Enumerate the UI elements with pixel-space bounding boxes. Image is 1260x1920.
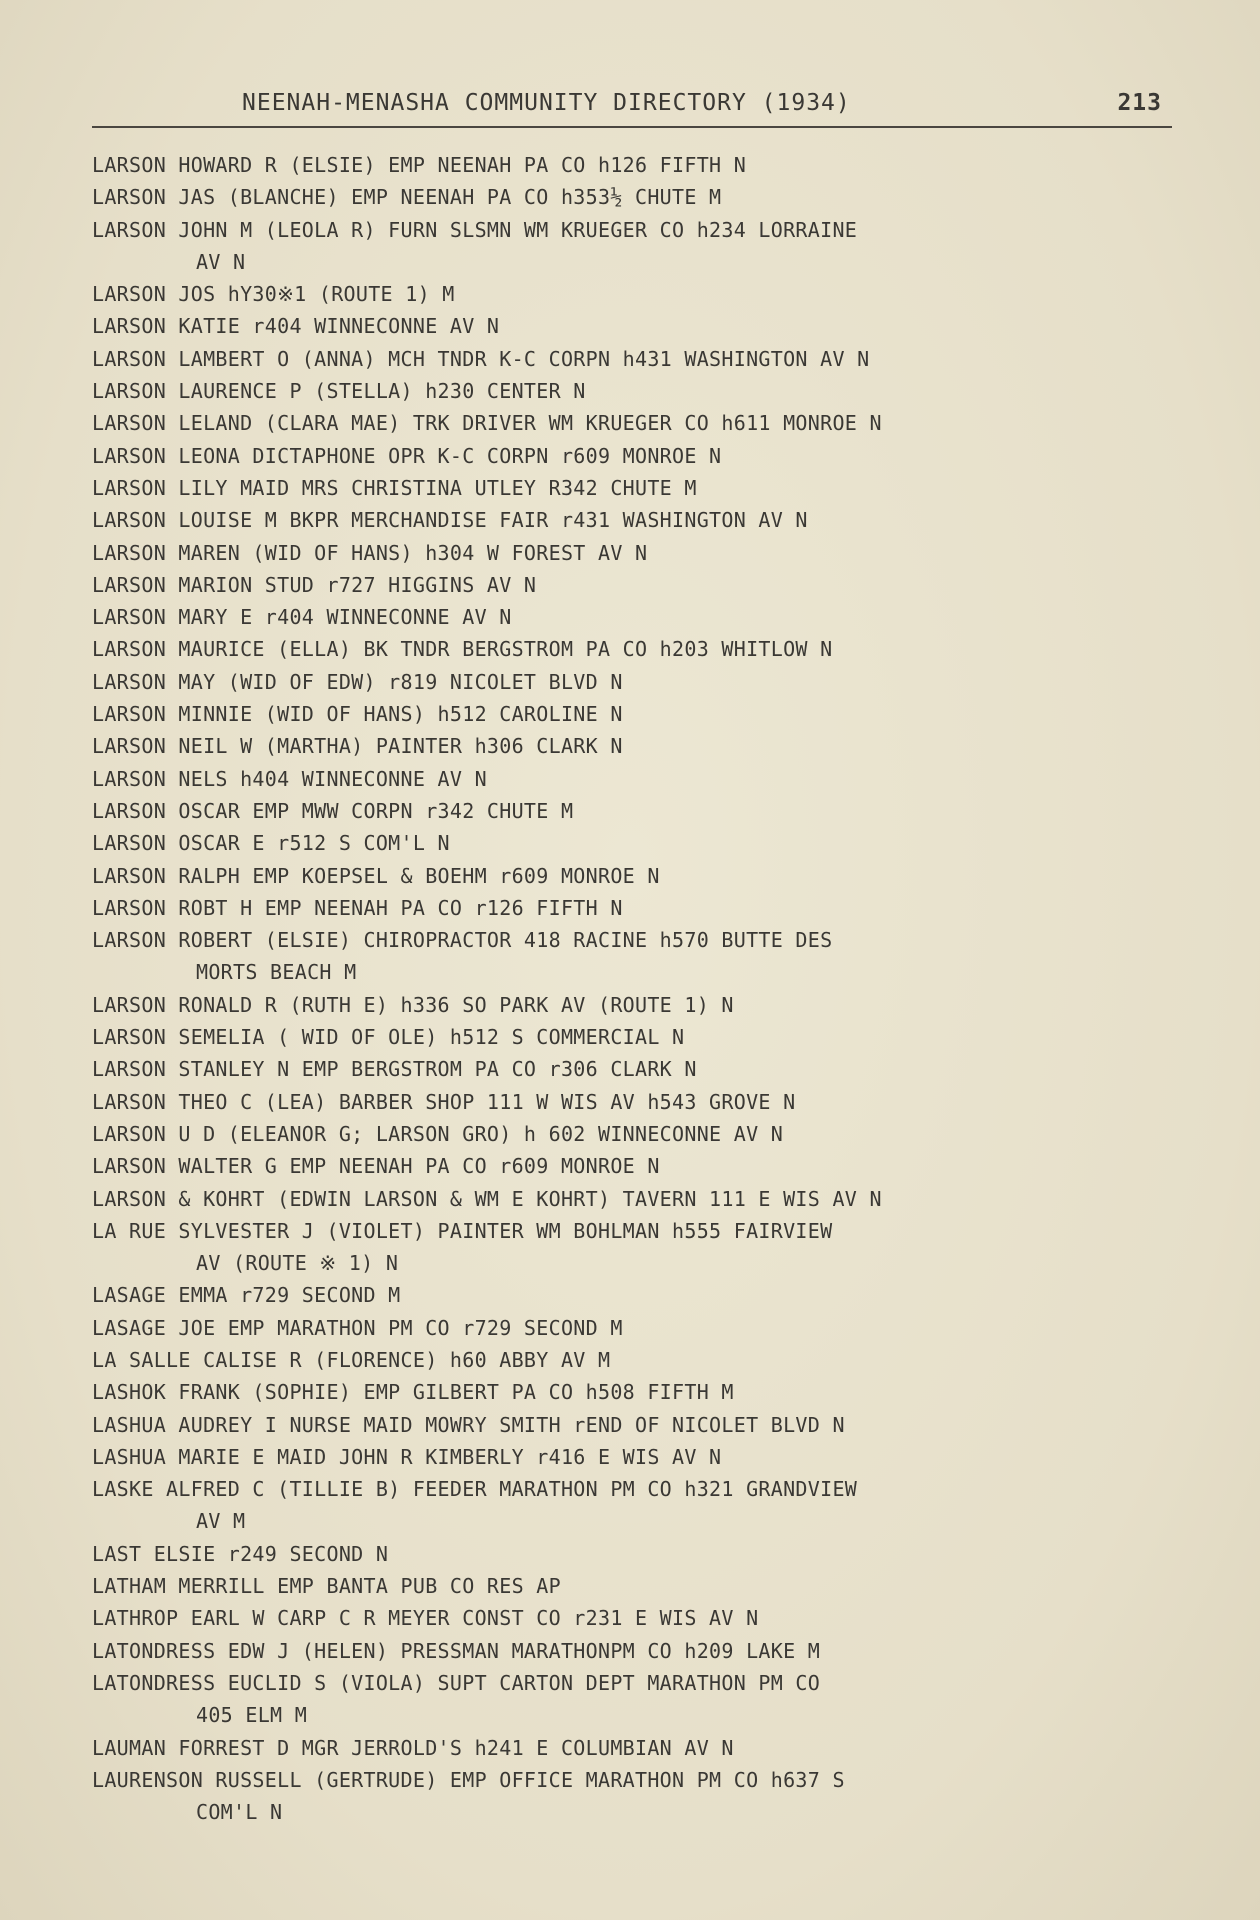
directory-entry: LARSON LOUISE M BKPR MERCHANDISE FAIR r431 WASHINGTON AV N	[92, 508, 808, 533]
directory-entry-continuation: MORTS BEACH M	[196, 960, 357, 985]
directory-entry: LAURENSON RUSSELL (GERTRUDE) EMP OFFICE MARATHON PM CO h637 S	[92, 1767, 845, 1792]
directory-entry: LAST ELSIE r249 SECOND N	[92, 1541, 389, 1566]
directory-entry: LARSON U D (ELEANOR G; LARSON GRO) h 602 WINNECONNE AV N	[92, 1121, 784, 1146]
directory-entry: LASKE ALFRED C (TILLIE B) FEEDER MARATHON PM CO h321 GRANDVIEW	[92, 1477, 858, 1502]
directory-entry: LATHROP EARL W CARP C R MEYER CONST CO r231 E WIS AV N	[92, 1606, 759, 1631]
directory-entry: LARSON MARION STUD r727 HIGGINS AV N	[92, 572, 537, 597]
directory-entry: LA SALLE CALISE R (FLORENCE) h60 ABBY AV M	[92, 1347, 611, 1372]
directory-entry: LARSON ROBT H EMP NEENAH PA CO r126 FIFTH N	[92, 895, 623, 920]
directory-entry: LASHOK FRANK (SOPHIE) EMP GILBERT PA CO h508 FIFTH M	[92, 1380, 734, 1405]
directory-entry: LARSON MAY (WID OF EDW) r819 NICOLET BLVD N	[92, 669, 623, 694]
directory-entry: LARSON HOWARD R (ELSIE) EMP NEENAH PA CO h126 FIFTH N	[92, 153, 747, 177]
directory-entry: LARSON JOS hY30※1 (ROUTE 1) M	[92, 282, 455, 307]
directory-entry: LASAGE JOE EMP MARATHON PM CO r729 SECOND M	[92, 1315, 623, 1340]
directory-entry-continuation: AV M	[196, 1509, 246, 1534]
directory-entry: LARSON MAREN (WID OF HANS) h304 W FOREST AV N	[92, 540, 648, 565]
directory-entry: LASHUA MARIE E MAID JOHN R KIMBERLY r416 E WIS AV N	[92, 1444, 722, 1469]
directory-entry: LARSON NELS h404 WINNECONNE AV N	[92, 766, 487, 791]
directory-entry: LARSON KATIE r404 WINNECONNE AV N	[92, 314, 500, 339]
directory-entry: LARSON ROBERT (ELSIE) CHIROPRACTOR 418 RACINE h570 BUTTE DES	[92, 928, 833, 953]
directory-entry-continuation: 405 ELM M	[196, 1703, 308, 1728]
directory-entry: LARSON RONALD R (RUTH E) h336 SO PARK AV (ROUTE 1) N	[92, 992, 734, 1017]
directory-entry-continuation: AV N	[196, 249, 246, 274]
directory-entry: LARSON RALPH EMP KOEPSEL & BOEHM r609 MONROE N	[92, 863, 660, 888]
page-number: 213	[1117, 90, 1162, 116]
directory-entry: LARSON LAURENCE P (STELLA) h230 CENTER N	[92, 379, 586, 404]
directory-entry: LATHAM MERRILL EMP BANTA PUB CO RES AP	[92, 1574, 561, 1599]
directory-entry: LARSON LEONA DICTAPHONE OPR K-C CORPN r609 MONROE N	[92, 443, 722, 468]
directory-entry: LARSON & KOHRT (EDWIN LARSON & WM E KOHRT) TAVERN 111 E WIS AV N	[92, 1186, 882, 1211]
directory-entry: LARSON MARY E r404 WINNECONNE AV N	[92, 605, 512, 630]
directory-entry: LARSON STANLEY N EMP BERGSTROM PA CO r306 CLARK N	[92, 1057, 697, 1082]
directory-entry: LARSON OSCAR E r512 S COM'L N	[92, 831, 450, 856]
directory-entry: LAUMAN FORREST D MGR JERROLD'S h241 E COLUMBIAN AV N	[92, 1735, 734, 1760]
directory-entry: LARSON JOHN M (LEOLA R) FURN SLSMN WM KRUEGER CO h234 LORRAINE	[92, 217, 858, 242]
directory-entry: LARSON LELAND (CLARA MAE) TRK DRIVER WM KRUEGER CO h611 MONROE N	[92, 411, 882, 436]
directory-entry: LARSON MAURICE (ELLA) BK TNDR BERGSTROM PA CO h203 WHITLOW N	[92, 637, 833, 662]
directory-entry: LARSON MINNIE (WID OF HANS) h512 CAROLINE N	[92, 702, 623, 727]
directory-entries	[92, 149, 1212, 1828]
directory-entry: LARSON NEIL W (MARTHA) PAINTER h306 CLARK N	[92, 734, 623, 759]
directory-entry-continuation: AV (ROUTE ※ 1) N	[196, 1251, 399, 1276]
directory-entry: LARSON LILY MAID MRS CHRISTINA UTLEY R342 CHUTE M	[92, 475, 697, 500]
directory-entry: LARSON WALTER G EMP NEENAH PA CO r609 MONROE N	[92, 1154, 660, 1179]
directory-entry: LARSON OSCAR EMP MWW CORPN r342 CHUTE M	[92, 798, 574, 823]
directory-entry: LATONDRESS EDW J (HELEN) PRESSMAN MARATHONPM CO h209 LAKE M	[92, 1638, 821, 1663]
directory-entry: LATONDRESS EUCLID S (VIOLA) SUPT CARTON DEPT MARATHON PM CO	[92, 1670, 821, 1695]
header-title: NEENAH-MENASHA COMMUNITY DIRECTORY (1934)	[242, 90, 851, 116]
directory-entry: LASAGE EMMA r729 SECOND M	[92, 1283, 401, 1308]
directory-entry: LARSON THEO C (LEA) BARBER SHOP 111 W WIS AV h543 GROVE N	[92, 1089, 796, 1114]
directory-entry: LARSON LAMBERT O (ANNA) MCH TNDR K-C CORPN h431 WASHINGTON AV N	[92, 346, 870, 371]
directory-entry: LASHUA AUDREY I NURSE MAID MOWRY SMITH rEND OF NICOLET BLVD N	[92, 1412, 845, 1437]
page-header	[92, 86, 1172, 128]
directory-entry: LARSON JAS (BLANCHE) EMP NEENAH PA CO h353½ CHUTE M	[92, 185, 722, 210]
directory-entry: LARSON SEMELIA ( WID OF OLE) h512 S COMMERCIAL N	[92, 1025, 685, 1050]
directory-entry: LA RUE SYLVESTER J (VIOLET) PAINTER WM BOHLMAN h555 FAIRVIEW	[92, 1218, 833, 1243]
directory-entry-continuation: COM'L N	[196, 1800, 283, 1825]
